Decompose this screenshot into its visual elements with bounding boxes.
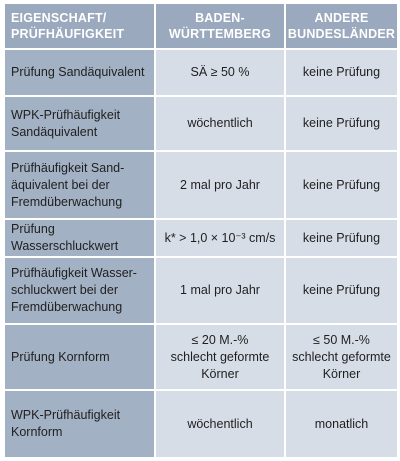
row-value-other: keine Prüfung [286,220,397,258]
header-property: EIGENSCHAFT/ PRÜFHÄUFIGKEIT [5,4,156,50]
row-label: WPK-Prüfhäufigkeit Kornform [5,391,156,459]
row-value-other: keine Prüfung [286,97,397,152]
row-label: Prüfung Sandäquivalent [5,50,156,97]
row-label: Prüfhäufigkeit Sand- äquivalent bei der Fremdüberwachung [5,152,156,220]
row-value-bw: SÄ ≥ 50 % [156,50,286,97]
row-value-bw: wöchentlich [156,391,286,459]
row-label: Prüfung Wasserschluckwert [5,220,156,258]
row-label: WPK-Prüfhäufigkeit Sandäquivalent [5,97,156,152]
row-value-bw: 2 mal pro Jahr [156,152,286,220]
row-value-other: keine Prüfung [286,258,397,325]
row-label: Prüfung Kornform [5,325,156,391]
row-value-other: keine Prüfung [286,50,397,97]
row-value-other: ≤ 50 M.-% schlecht geformte Körner [286,325,397,391]
header-baden-wuerttemberg: BADEN- WÜRTTEMBERG [156,4,286,50]
row-value-bw: k* > 1,0 × 10⁻³ cm/s [156,220,286,258]
header-other-states: ANDERE BUNDESLÄNDER [286,4,397,50]
row-label: Prüfhäufigkeit Wasser- schluckwert bei der Fremdüberwachung [5,258,156,325]
row-value-other: monatlich [286,391,397,459]
row-value-bw: ≤ 20 M.-% schlecht geformte Körner [156,325,286,391]
row-value-other: keine Prüfung [286,152,397,220]
row-value-bw: 1 mal pro Jahr [156,258,286,325]
comparison-table [4,3,396,458]
row-value-bw: wöchentlich [156,97,286,152]
